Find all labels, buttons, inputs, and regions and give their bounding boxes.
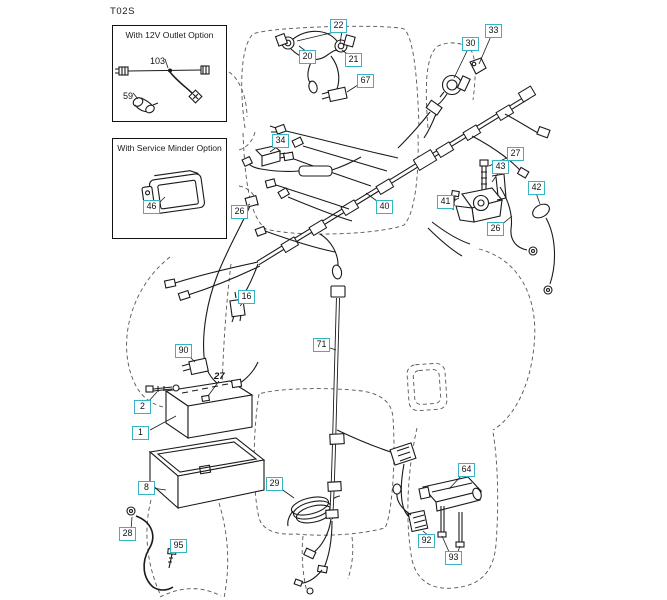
callout-2: 2 [134,400,151,414]
callout-27: 27 [507,147,524,161]
inset-12v-outlet-option [112,25,227,122]
callout-46: 46 [143,200,160,214]
service-minder-art [113,139,225,237]
callout-43: 43 [492,160,509,174]
callout-16: 16 [238,290,255,304]
callout-92: 92 [418,534,435,548]
callout-8: 8 [138,481,155,495]
callout-26: 26 [487,222,504,236]
callout-30: 30 [462,37,479,51]
callout-40: 40 [376,200,393,214]
part-label-59: 59 [123,91,134,101]
callout-22: 22 [330,19,347,33]
callout-1: 1 [132,426,149,440]
callout-28: 28 [119,527,136,541]
callout-41: 41 [437,195,454,209]
diagram-code: T02S [110,6,136,17]
inset-12v-outlet-title: With 12V Outlet Option [125,30,214,40]
callout-93: 93 [445,551,462,565]
callout-29: 29 [266,477,283,491]
part-label-103: 103 [150,56,166,66]
inset-service-minder-option [112,138,227,239]
outlet-option-art [113,26,225,120]
callout-20: 20 [299,50,316,64]
part-label-27: 27 [214,371,225,382]
callout-71: 71 [313,338,330,352]
inset-service-minder-title: With Service Minder Option [117,143,222,153]
callout-21: 21 [345,53,362,67]
callout-64: 64 [458,463,475,477]
callout-33: 33 [485,24,502,38]
callout-90: 90 [175,344,192,358]
callout-34: 34 [272,134,289,148]
callout-42: 42 [528,181,545,195]
callout-67: 67 [357,74,374,88]
callout-26: 26 [231,205,248,219]
callout-95: 95 [170,539,187,553]
